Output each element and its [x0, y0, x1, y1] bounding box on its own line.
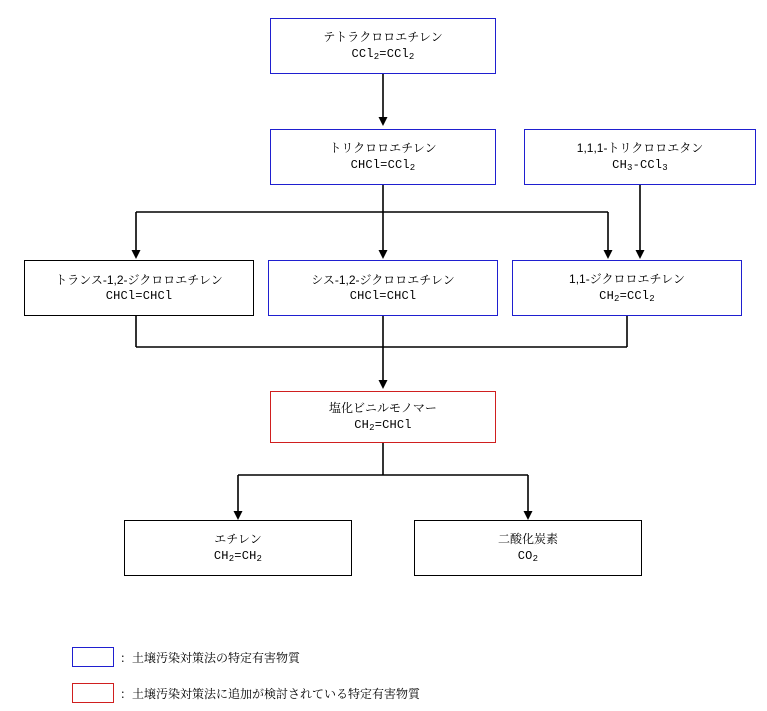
- node-label: トリクロロエチレン: [329, 141, 437, 156]
- node-formula: $CH_2=CCl_2$: [599, 288, 655, 304]
- node-label: 二酸化炭素: [497, 532, 558, 547]
- node-ethylene[interactable]: [124, 520, 352, 576]
- node-label: 塩化ビニルモノマー: [329, 401, 437, 416]
- node-formula: CHCl=CHCl: [349, 289, 417, 303]
- node-formula: $CH_3-CCl_3$: [612, 157, 668, 173]
- node-formula: $CH_2=CH_2$: [213, 548, 263, 564]
- node-cis-dichloroethylene[interactable]: [268, 260, 498, 316]
- legend-swatch-blue: [72, 647, 114, 667]
- node-carbon-dioxide[interactable]: [414, 520, 642, 576]
- legend-row-designated-substance: [72, 647, 300, 667]
- node-formula: CHCl=CCl$_2$: [350, 157, 416, 173]
- node-tetrachloroethylene[interactable]: [270, 18, 496, 74]
- node-formula: CCl$_2$=CCl$_2$: [351, 46, 415, 62]
- legend-swatch-red: [72, 683, 114, 703]
- node-label: 1,1-ジクロロエチレン: [569, 272, 685, 287]
- node-formula: CHCl=CHCl: [105, 289, 173, 303]
- node-formula: $CO_2$: [517, 548, 539, 564]
- node-trichloroethylene[interactable]: [270, 129, 496, 185]
- legend-row-proposed-substance: [72, 683, 420, 703]
- node-formula: $CH_2=CHCl$: [354, 417, 412, 433]
- node-1-1-dichloroethylene[interactable]: [512, 260, 742, 316]
- node-vinyl-chloride-monomer[interactable]: [270, 391, 496, 443]
- node-trans-dichloroethylene[interactable]: [24, 260, 254, 316]
- node-label: エチレン: [214, 532, 262, 547]
- legend-label: ：土壌汚染対策法の特定有害物質: [120, 650, 301, 665]
- node-label: 1,1,1-トリクロロエタン: [576, 141, 704, 156]
- node-label: シス-1,2-ジクロロエチレン: [311, 272, 455, 287]
- legend-label: ：土壌汚染対策法に追加が検討されている特定有害物質: [120, 686, 421, 701]
- node-label: テトラクロロエチレン: [323, 30, 443, 45]
- node-trichloroethane[interactable]: [524, 129, 756, 185]
- node-label: トランス-1,2-ジクロロエチレン: [55, 272, 223, 287]
